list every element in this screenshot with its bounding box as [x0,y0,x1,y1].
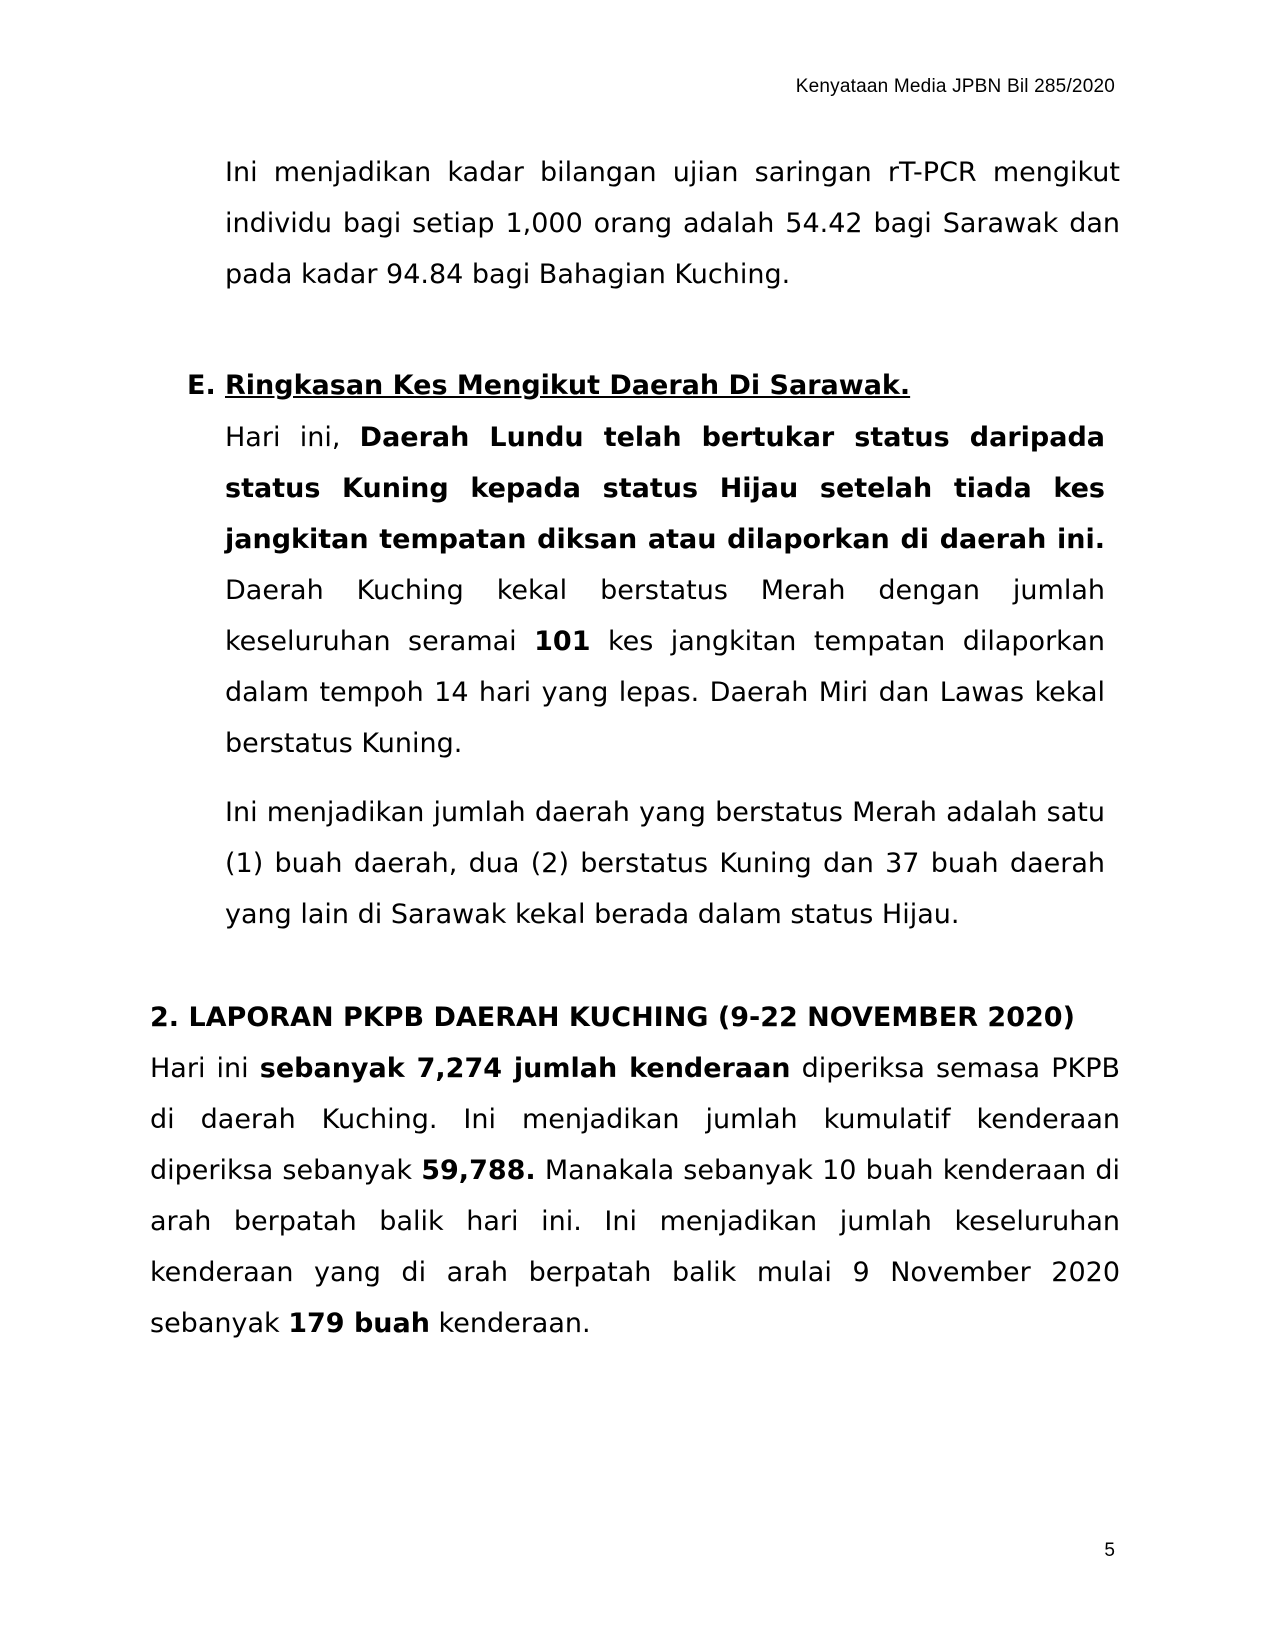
document-header: Kenyataan Media JPBN Bil 285/2020 [795,76,1115,97]
section-e-title: Ringkasan Kes Mengikut Daerah Di Sarawak. [225,370,911,401]
pkpb-text-1: Hari ini [150,1053,260,1084]
section-e-marker: E. [187,370,216,401]
pkpb-text-3: Manakala sebanyak 10 buah kenderaan di arah berpatah balik hari ini. Ini menjadikan jumlah keseluruhan kenderaan yang di arah berpatah balik mulai 9 November 2020 sebanyak [150,1155,1120,1339]
district-status-bold-1: Daerah Lundu telah bertukar status daripada status Kuning kepada status Hijau setelah tiada kes jangkitan tempatan diksan atau dilaporkan di daerah ini. [225,422,1105,555]
section-2-title: 2. LAPORAN PKPB DAERAH KUCHING (9-22 NOVEMBER 2020) [150,1002,1075,1033]
paragraph-pkpb-report [150,1043,1120,1349]
paragraph-district-summary: Ini menjadikan jumlah daerah yang berstatus Merah adalah satu (1) buah daerah, dua (2) berstatus Kuning dan 37 buah daerah yang lain di Sarawak kekal berada dalam status Hijau. [225,797,1105,930]
district-status-text-1: Hari ini, [225,422,360,453]
pkpb-bold-2: 59,788. [421,1155,536,1186]
district-status-text-3: kes jangkitan tempatan dilaporkan dalam tempoh 14 hari yang lepas. Daerah Miri dan Lawas kekal berstatus Kuning. [225,626,1105,759]
pkpb-text-2: diperiksa semasa PKPB di daerah Kuching. Ini menjadikan jumlah kumulatif kenderaan diperiksa sebanyak [150,1053,1120,1186]
pkpb-bold-3: 179 buah [288,1308,430,1339]
pkpb-bold-1: sebanyak 7,274 jumlah kenderaan [259,1053,791,1084]
paragraph-district-status [225,412,1105,769]
district-status-bold-2: 101 [534,626,591,657]
page-number: 5 [1104,1540,1115,1561]
paragraph-rtpcr-rate: Ini menjadikan kadar bilangan ujian saringan rT-PCR mengikut individu bagi setiap 1,000 orang adalah 54.42 bagi Sarawak dan pada kadar 94.84 bagi Bahagian Kuching. [225,157,1120,290]
district-status-text-2: Daerah Kuching kekal berstatus Merah dengan jumlah keseluruhan seramai [225,575,1105,657]
pkpb-text-4: kenderaan. [429,1308,591,1339]
